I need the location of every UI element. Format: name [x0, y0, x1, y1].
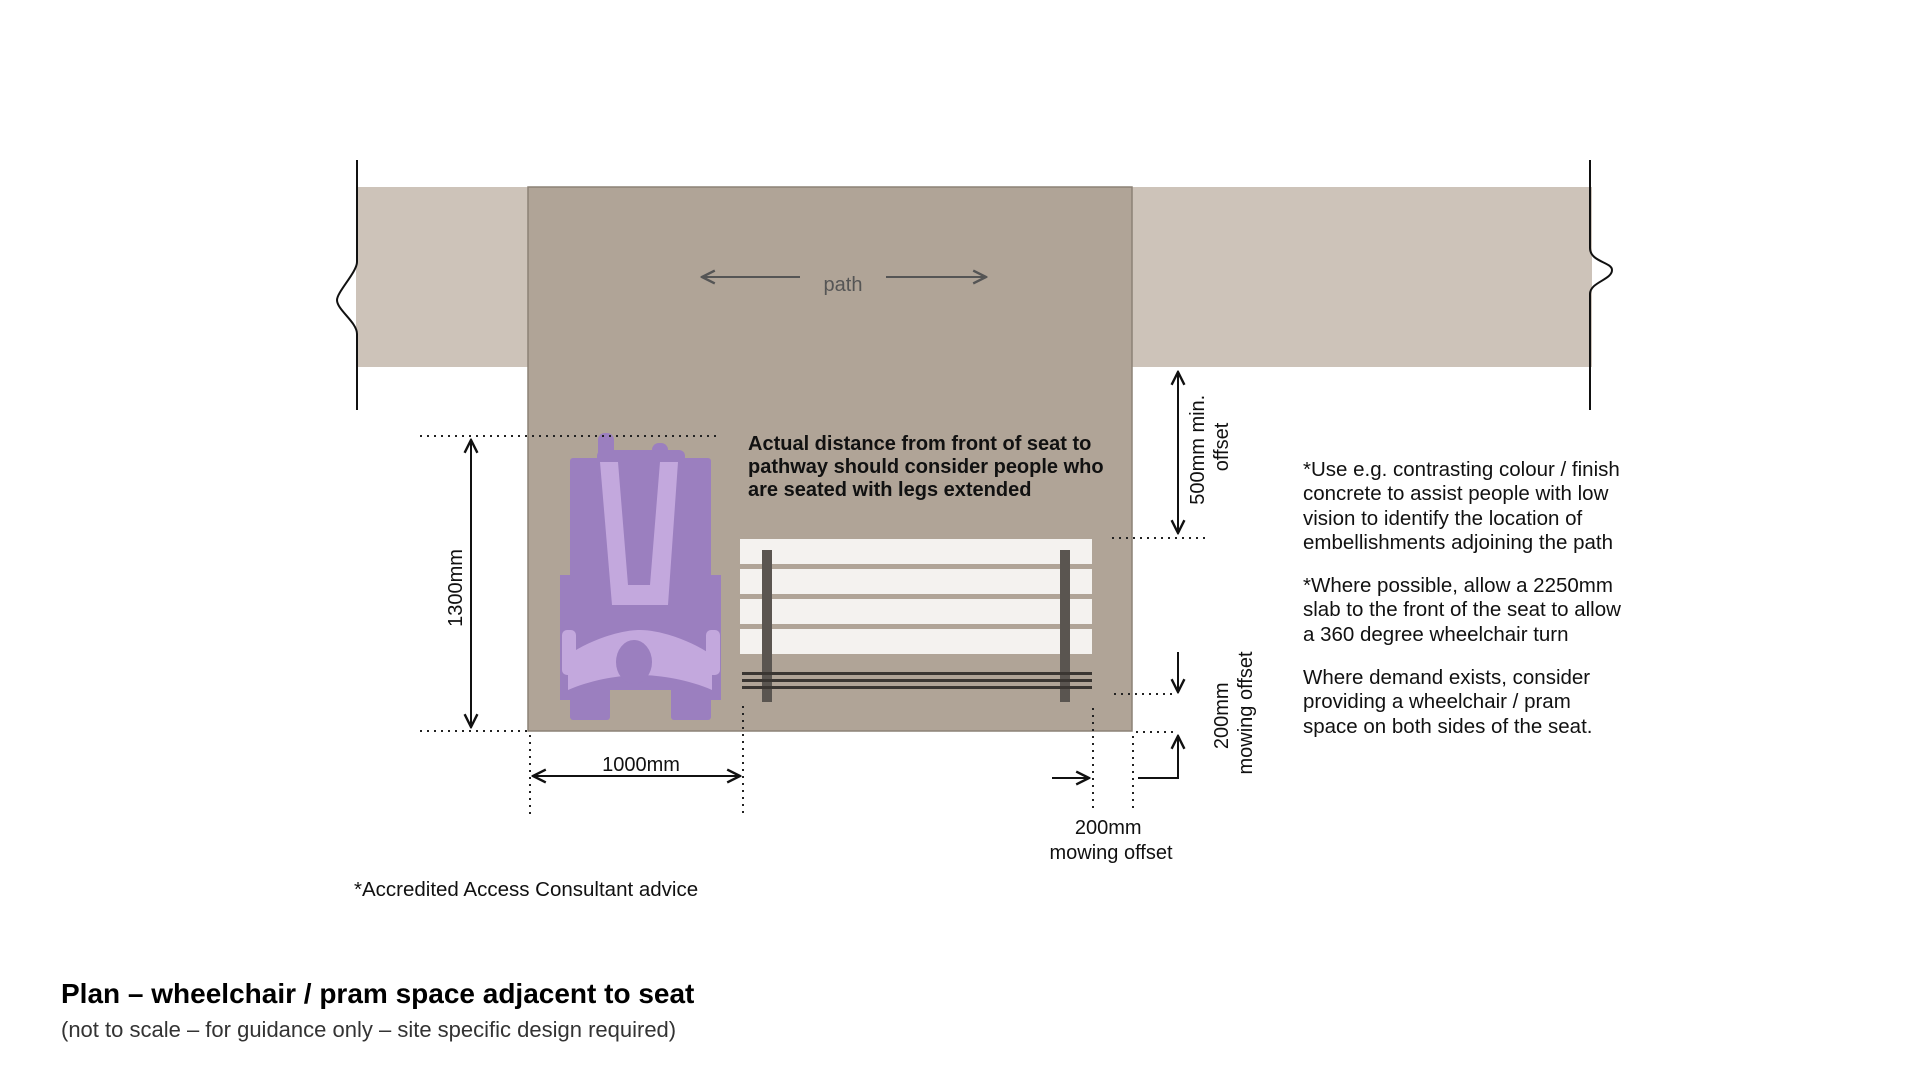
legs-extended-note: Actual distance from front of seat to pathway should consider people who are seated with legs extended: [748, 433, 1104, 501]
side-note-slab: *Where possible, allow a 2250mm slab to the front of the seat to allow a 360 degree wheelchair turn: [1303, 574, 1621, 646]
break-line-right: [1590, 160, 1612, 410]
dim-label-200-bottom: 200mm mowing offset: [1049, 817, 1173, 864]
path-label: path: [823, 274, 863, 296]
side-note-demand: Where demand exists, consider providing a wheelchair / pram space on both sides of the seat.: [1303, 666, 1593, 738]
wheelchair-user-icon: [560, 433, 721, 720]
page-subtitle: (not to scale – for guidance only – site specific design required): [61, 1017, 677, 1042]
dim-label-200-right: 200mm mowing offset: [1211, 651, 1257, 775]
break-line-left: [337, 160, 357, 410]
dim-label-1000: 1000mm: [602, 754, 680, 776]
consultant-note: *Accredited Access Consultant advice: [354, 878, 699, 901]
page-title: Plan – wheelchair / pram space adjacent to seat: [61, 978, 695, 1009]
dim-label-1300: 1300mm: [445, 549, 467, 627]
side-note-contrast: *Use e.g. contrasting colour / finish concrete to assist people with low vision to identify the location of embellishments adjoining the path: [1303, 458, 1620, 554]
dim-arrow-200-bottom: [1138, 736, 1178, 778]
dim-label-500: 500mm min. offset: [1187, 394, 1233, 505]
